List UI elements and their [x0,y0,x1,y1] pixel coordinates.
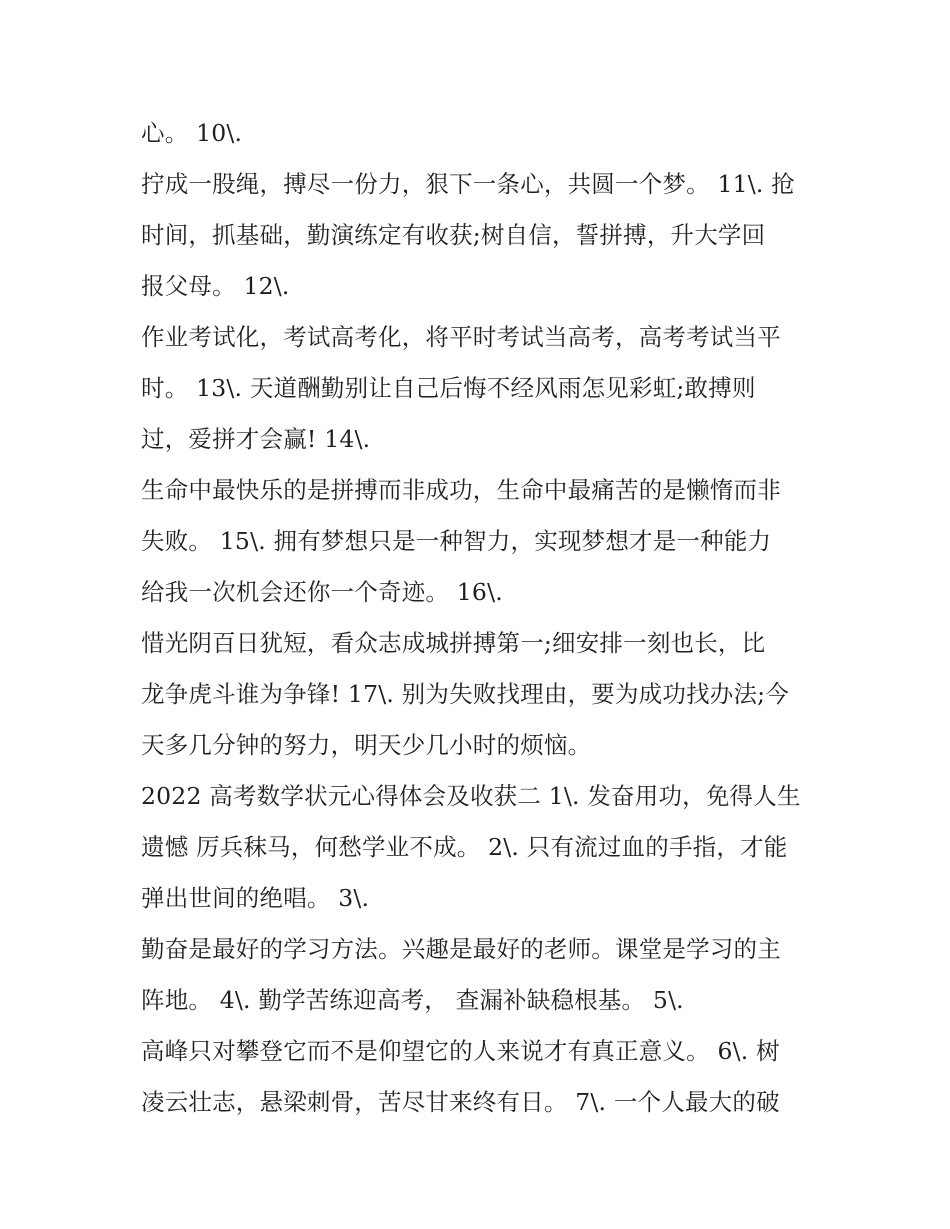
text-line: 报父母。 12\. [141,272,290,300]
text-line: 时。 13\. 天道酬勤别让自己后悔不经风雨怎见彩虹;敢搏则 [141,374,756,402]
text-line: 过，爱拼才会赢! 14\. [141,425,371,453]
text-line: 勤奋是最好的学习方法。兴趣是最好的老师。课堂是学习的主 [141,935,781,963]
text-line: 拧成一股绳，搏尽一份力，狠下一条心，共圆一个梦。 11\. 抢 [141,170,795,198]
text-line: 心。 10\. [141,119,243,147]
text-line: 高峰只对攀登它而不是仰望它的人来说才有真正意义。 6\. 树 [141,1037,780,1065]
text-line: 凌云壮志，悬梁刺骨，苦尽甘来终有日。 7\. 一个人最大的破 [141,1088,780,1116]
text-line: 时间，抓基础，勤演练定有收获;树自信，誓拼搏，升大学回 [141,221,766,249]
text-line: 生命中最快乐的是拼搏而非成功，生命中最痛苦的是懒惰而非 [141,476,781,504]
text-line: 2022 高考数学状元心得体会及收获二 1\. 发奋用功，免得人生 [141,782,801,810]
text-line: 失败。 15\. 拥有梦想只是一种智力，实现梦想才是一种能力 [141,527,772,555]
text-line: 弹出世间的绝唱。 3\. [141,884,370,912]
text-line: 天多几分钟的努力，明天少几小时的烦恼。 [141,731,592,759]
text-line: 龙争虎斗谁为争锋! 17\. 别为失败找理由，要为成功找办法;今 [141,680,789,708]
body-text [141,108,821,1128]
text-line: 惜光阴百日犹短，看众志成城拼搏第一;细安排一刻也长，比 [141,629,766,657]
text-line: 阵地。 4\. 勤学苦练迎高考， 查漏补缺稳根基。 5\. [141,986,684,1014]
text-line: 遗憾 厉兵秣马，何愁学业不成。 2\. 只有流过血的手指，才能 [141,833,788,861]
text-line: 给我一次机会还你一个奇迹。 16\. [141,578,503,606]
text-line: 作业考试化，考试高考化，将平时考试当高考，高考考试当平 [141,323,781,351]
